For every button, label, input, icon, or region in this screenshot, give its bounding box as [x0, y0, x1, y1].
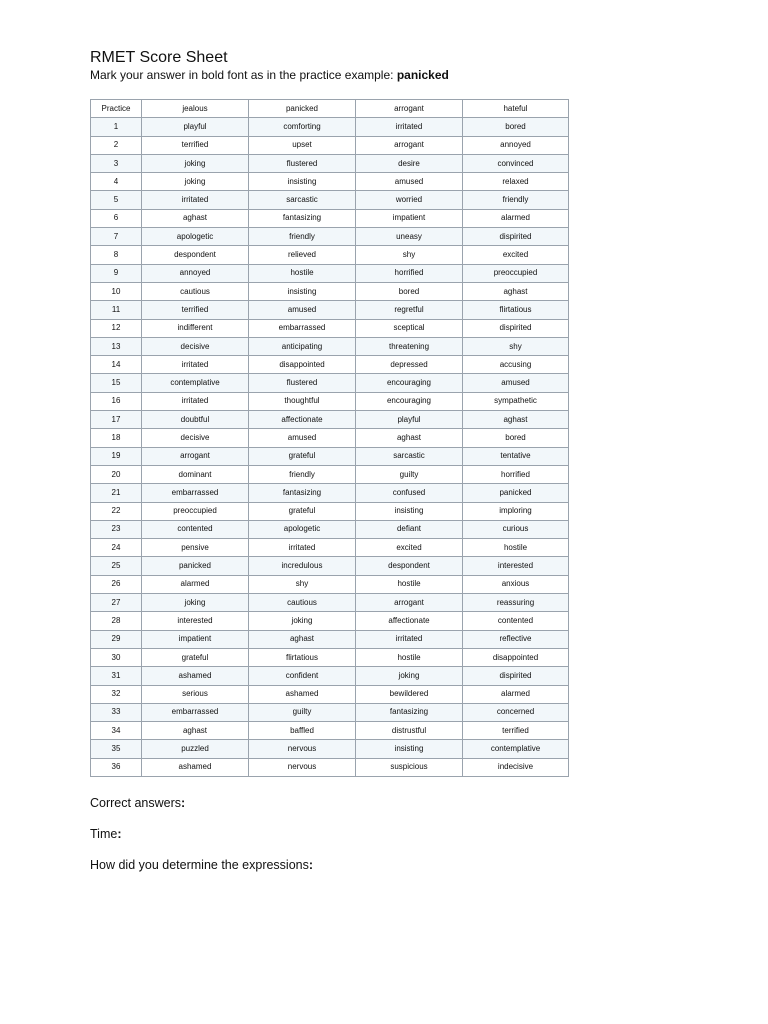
answer-option-cell[interactable]: decisive [142, 429, 249, 447]
answer-option-cell[interactable]: fantasizing [249, 484, 356, 502]
item-number-cell: 26 [91, 575, 142, 593]
answer-option-cell[interactable]: terrified [463, 722, 569, 740]
item-number-cell: 5 [91, 191, 142, 209]
item-number-cell: 17 [91, 411, 142, 429]
answer-option-cell[interactable]: hostile [249, 264, 356, 282]
answer-option-cell[interactable]: bewildered [356, 685, 463, 703]
answer-option-cell[interactable]: confident [249, 667, 356, 685]
item-row [91, 173, 569, 191]
answer-option-cell[interactable]: irritated [356, 118, 463, 136]
item-number-cell: 19 [91, 447, 142, 465]
item-number-cell: 35 [91, 740, 142, 758]
answer-option-cell[interactable]: horrified [463, 465, 569, 483]
answer-option-cell[interactable]: amused [356, 173, 463, 191]
item-row [91, 264, 569, 282]
answer-option-cell[interactable]: despondent [142, 246, 249, 264]
item-number-cell: 30 [91, 648, 142, 666]
answer-option-cell[interactable]: preoccupied [463, 264, 569, 282]
answer-option-cell[interactable]: joking [142, 594, 249, 612]
item-row [91, 502, 569, 520]
answer-option-cell[interactable]: aghast [142, 209, 249, 227]
answer-option-cell[interactable]: confused [356, 484, 463, 502]
answer-option-cell[interactable]: grateful [249, 502, 356, 520]
answer-option-cell[interactable]: baffled [249, 722, 356, 740]
item-number-cell: 29 [91, 630, 142, 648]
item-row [91, 539, 569, 557]
item-row [91, 136, 569, 154]
answer-option-cell[interactable]: relaxed [463, 173, 569, 191]
answer-option-cell[interactable]: panicked [249, 100, 356, 118]
answer-option-cell[interactable]: interested [463, 557, 569, 575]
item-row [91, 703, 569, 721]
item-number-cell: 12 [91, 319, 142, 337]
example-answer: panicked [396, 68, 449, 82]
answer-option-cell[interactable]: hostile [356, 648, 463, 666]
item-row [91, 575, 569, 593]
answer-option-cell[interactable]: embarrassed [249, 319, 356, 337]
answer-option-cell[interactable]: dispirited [463, 319, 569, 337]
answer-option-cell[interactable]: embarrassed [142, 484, 249, 502]
item-row [91, 337, 569, 355]
instruction-label: Mark your answer in bold font as in the practice example: [90, 68, 397, 82]
item-number-cell: 34 [91, 722, 142, 740]
answer-option-cell[interactable]: embarrassed [142, 703, 249, 721]
item-number-cell: 32 [91, 685, 142, 703]
item-number-cell: 11 [91, 301, 142, 319]
answer-option-cell[interactable]: impatient [142, 630, 249, 648]
item-row [91, 465, 569, 483]
item-number-cell: Practice [91, 100, 142, 118]
item-number-cell: 2 [91, 136, 142, 154]
answer-option-cell[interactable]: insisting [356, 502, 463, 520]
answer-option-cell[interactable]: disappointed [249, 356, 356, 374]
answer-option-cell[interactable]: flustered [249, 374, 356, 392]
item-row [91, 209, 569, 227]
answer-option-cell[interactable]: nervous [249, 740, 356, 758]
answer-option-cell[interactable]: worried [356, 191, 463, 209]
answer-option-cell[interactable]: irritated [142, 356, 249, 374]
item-number-cell: 13 [91, 337, 142, 355]
item-row [91, 282, 569, 300]
answer-table [90, 99, 569, 777]
answer-option-cell[interactable]: irritated [249, 539, 356, 557]
answer-option-cell[interactable]: friendly [463, 191, 569, 209]
answer-option-cell[interactable]: indecisive [463, 758, 569, 776]
answer-option-cell[interactable]: aghast [142, 722, 249, 740]
item-number-cell: 24 [91, 539, 142, 557]
method-field [90, 857, 313, 873]
answer-option-cell[interactable]: arrogant [356, 594, 463, 612]
item-row [91, 594, 569, 612]
item-number-cell: 1 [91, 118, 142, 136]
item-row [91, 429, 569, 447]
answer-option-cell[interactable]: joking [142, 154, 249, 172]
answer-option-cell[interactable]: ashamed [249, 685, 356, 703]
answer-option-cell[interactable]: disappointed [463, 648, 569, 666]
answer-option-cell[interactable]: guilty [356, 465, 463, 483]
answer-option-cell[interactable]: anxious [463, 575, 569, 593]
item-number-cell: 10 [91, 282, 142, 300]
item-number-cell: 28 [91, 612, 142, 630]
answer-option-cell[interactable]: sympathetic [463, 392, 569, 410]
item-row [91, 648, 569, 666]
answer-option-cell[interactable]: encouraging [356, 374, 463, 392]
answer-option-cell[interactable]: dispirited [463, 228, 569, 246]
answer-option-cell[interactable]: bored [463, 429, 569, 447]
answer-option-cell[interactable]: depressed [356, 356, 463, 374]
answer-option-cell[interactable]: impatient [356, 209, 463, 227]
item-row [91, 246, 569, 264]
answer-option-cell[interactable]: nervous [249, 758, 356, 776]
answer-option-cell[interactable]: shy [356, 246, 463, 264]
answer-option-cell[interactable]: bored [463, 118, 569, 136]
answer-option-cell[interactable]: relieved [249, 246, 356, 264]
answer-option-cell[interactable]: distrustful [356, 722, 463, 740]
answer-option-cell[interactable]: ashamed [142, 667, 249, 685]
method-colon: : [308, 858, 314, 872]
item-row [91, 740, 569, 758]
answer-option-cell[interactable]: decisive [142, 337, 249, 355]
answer-option-cell[interactable]: upset [249, 136, 356, 154]
answer-option-cell[interactable]: thoughtful [249, 392, 356, 410]
instruction-text [90, 67, 449, 83]
answer-option-cell[interactable]: anticipating [249, 337, 356, 355]
answer-option-cell[interactable]: curious [463, 520, 569, 538]
answer-option-cell[interactable]: ashamed [142, 758, 249, 776]
answer-option-cell[interactable]: alarmed [463, 685, 569, 703]
answer-option-cell[interactable]: dominant [142, 465, 249, 483]
answer-option-cell[interactable]: regretful [356, 301, 463, 319]
answer-option-cell[interactable]: convinced [463, 154, 569, 172]
answer-option-cell[interactable]: desire [356, 154, 463, 172]
answer-option-cell[interactable]: despondent [356, 557, 463, 575]
answer-option-cell[interactable]: contented [142, 520, 249, 538]
answer-option-cell[interactable]: hostile [356, 575, 463, 593]
time-colon: : [117, 827, 122, 841]
correct-answers-label: Correct answers [90, 796, 181, 810]
item-number-cell: 6 [91, 209, 142, 227]
answer-option-cell[interactable]: flirtatious [249, 648, 356, 666]
answer-table-body [91, 100, 569, 777]
answer-option-cell[interactable]: serious [142, 685, 249, 703]
answer-option-cell[interactable]: cautious [142, 282, 249, 300]
answer-option-cell[interactable]: playful [142, 118, 249, 136]
answer-option-cell[interactable]: panicked [463, 484, 569, 502]
answer-option-cell[interactable]: fantasizing [356, 703, 463, 721]
item-number-cell: 27 [91, 594, 142, 612]
answer-option-cell[interactable]: suspicious [356, 758, 463, 776]
answer-option-cell[interactable]: reassuring [463, 594, 569, 612]
answer-option-cell[interactable]: joking [249, 612, 356, 630]
answer-option-cell[interactable]: amused [463, 374, 569, 392]
item-number-cell: 3 [91, 154, 142, 172]
answer-option-cell[interactable]: jealous [142, 100, 249, 118]
answer-option-cell[interactable]: irritated [356, 630, 463, 648]
item-number-cell: 15 [91, 374, 142, 392]
answer-option-cell[interactable]: incredulous [249, 557, 356, 575]
item-number-cell: 20 [91, 465, 142, 483]
item-number-cell: 33 [91, 703, 142, 721]
answer-option-cell[interactable]: alarmed [463, 209, 569, 227]
item-row [91, 722, 569, 740]
item-row [91, 685, 569, 703]
answer-option-cell[interactable]: apologetic [249, 520, 356, 538]
answer-option-cell[interactable]: amused [249, 429, 356, 447]
answer-option-cell[interactable]: excited [356, 539, 463, 557]
item-row [91, 154, 569, 172]
item-number-cell: 31 [91, 667, 142, 685]
item-row [91, 667, 569, 685]
answer-option-cell[interactable]: uneasy [356, 228, 463, 246]
answer-option-cell[interactable]: comforting [249, 118, 356, 136]
item-row [91, 191, 569, 209]
answer-option-cell[interactable]: affectionate [249, 411, 356, 429]
answer-option-cell[interactable]: tentative [463, 447, 569, 465]
item-row [91, 301, 569, 319]
answer-option-cell[interactable]: contented [463, 612, 569, 630]
answer-option-cell[interactable]: hateful [463, 100, 569, 118]
answer-option-cell[interactable]: sceptical [356, 319, 463, 337]
item-row [91, 447, 569, 465]
answer-option-cell[interactable]: imploring [463, 502, 569, 520]
item-number-cell: 22 [91, 502, 142, 520]
time-label: Time [90, 827, 118, 841]
answer-option-cell[interactable]: horrified [356, 264, 463, 282]
answer-option-cell[interactable]: reflective [463, 630, 569, 648]
answer-option-cell[interactable]: contemplative [142, 374, 249, 392]
answer-option-cell[interactable]: contemplative [463, 740, 569, 758]
item-row [91, 758, 569, 776]
practice-row [91, 100, 569, 118]
answer-option-cell[interactable]: aghast [249, 630, 356, 648]
answer-option-cell[interactable]: excited [463, 246, 569, 264]
item-number-cell: 16 [91, 392, 142, 410]
item-number-cell: 21 [91, 484, 142, 502]
item-row [91, 356, 569, 374]
page-title: RMET Score Sheet [90, 49, 228, 66]
item-row [91, 392, 569, 410]
answer-option-cell[interactable]: apologetic [142, 228, 249, 246]
answer-option-cell[interactable]: grateful [249, 447, 356, 465]
answer-option-cell[interactable]: puzzled [142, 740, 249, 758]
answer-option-cell[interactable]: panicked [142, 557, 249, 575]
answer-option-cell[interactable]: fantasizing [249, 209, 356, 227]
answer-option-cell[interactable]: preoccupied [142, 502, 249, 520]
answer-option-cell[interactable]: joking [356, 667, 463, 685]
answer-option-cell[interactable]: terrified [142, 136, 249, 154]
item-row [91, 319, 569, 337]
answer-option-cell[interactable]: aghast [356, 429, 463, 447]
answer-option-cell[interactable]: dispirited [463, 667, 569, 685]
answer-option-cell[interactable]: flirtatious [463, 301, 569, 319]
item-number-cell: 7 [91, 228, 142, 246]
answer-option-cell[interactable]: accusing [463, 356, 569, 374]
item-row [91, 374, 569, 392]
answer-option-cell[interactable]: terrified [142, 301, 249, 319]
item-number-cell: 36 [91, 758, 142, 776]
answer-option-cell[interactable]: pensive [142, 539, 249, 557]
answer-option-cell[interactable]: arrogant [142, 447, 249, 465]
answer-option-cell[interactable]: annoyed [463, 136, 569, 154]
answer-option-cell[interactable]: hostile [463, 539, 569, 557]
answer-option-cell[interactable]: insisting [249, 282, 356, 300]
item-number-cell: 8 [91, 246, 142, 264]
method-label: How did you determine the expressions [90, 858, 309, 872]
time-field [90, 826, 122, 842]
answer-option-cell[interactable]: cautious [249, 594, 356, 612]
answer-option-cell[interactable]: sarcastic [356, 447, 463, 465]
answer-option-cell[interactable]: indifferent [142, 319, 249, 337]
answer-option-cell[interactable]: doubtful [142, 411, 249, 429]
item-row [91, 557, 569, 575]
item-number-cell: 14 [91, 356, 142, 374]
item-number-cell: 4 [91, 173, 142, 191]
answer-option-cell[interactable]: aghast [463, 411, 569, 429]
answer-option-cell[interactable]: insisting [356, 740, 463, 758]
answer-option-cell[interactable]: interested [142, 612, 249, 630]
correct-answers-colon: : [181, 796, 186, 810]
item-row [91, 411, 569, 429]
answer-option-cell[interactable]: insisting [249, 173, 356, 191]
answer-option-cell[interactable]: shy [249, 575, 356, 593]
answer-option-cell[interactable]: playful [356, 411, 463, 429]
item-number-cell: 9 [91, 264, 142, 282]
answer-option-cell[interactable]: alarmed [142, 575, 249, 593]
answer-option-cell[interactable]: threatening [356, 337, 463, 355]
answer-option-cell[interactable]: irritated [142, 191, 249, 209]
item-row [91, 520, 569, 538]
item-row [91, 630, 569, 648]
answer-option-cell[interactable]: friendly [249, 228, 356, 246]
correct-answers-field [90, 795, 185, 811]
answer-option-cell[interactable]: arrogant [356, 136, 463, 154]
answer-option-cell[interactable]: affectionate [356, 612, 463, 630]
answer-option-cell[interactable]: aghast [463, 282, 569, 300]
answer-option-cell[interactable]: amused [249, 301, 356, 319]
answer-option-cell[interactable]: concerned [463, 703, 569, 721]
item-row [91, 484, 569, 502]
answer-option-cell[interactable]: defiant [356, 520, 463, 538]
item-row [91, 228, 569, 246]
item-number-cell: 18 [91, 429, 142, 447]
answer-option-cell[interactable]: sarcastic [249, 191, 356, 209]
answer-option-cell[interactable]: encouraging [356, 392, 463, 410]
answer-option-cell[interactable]: friendly [249, 465, 356, 483]
item-number-cell: 25 [91, 557, 142, 575]
item-row [91, 118, 569, 136]
answer-option-cell[interactable]: shy [463, 337, 569, 355]
answer-option-cell[interactable]: bored [356, 282, 463, 300]
answer-option-cell[interactable]: arrogant [356, 100, 463, 118]
answer-option-cell[interactable]: annoyed [142, 264, 249, 282]
answer-option-cell[interactable]: flustered [249, 154, 356, 172]
item-number-cell: 23 [91, 520, 142, 538]
answer-option-cell[interactable]: joking [142, 173, 249, 191]
answer-option-cell[interactable]: guilty [249, 703, 356, 721]
answer-option-cell[interactable]: grateful [142, 648, 249, 666]
answer-option-cell[interactable]: irritated [142, 392, 249, 410]
item-row [91, 612, 569, 630]
